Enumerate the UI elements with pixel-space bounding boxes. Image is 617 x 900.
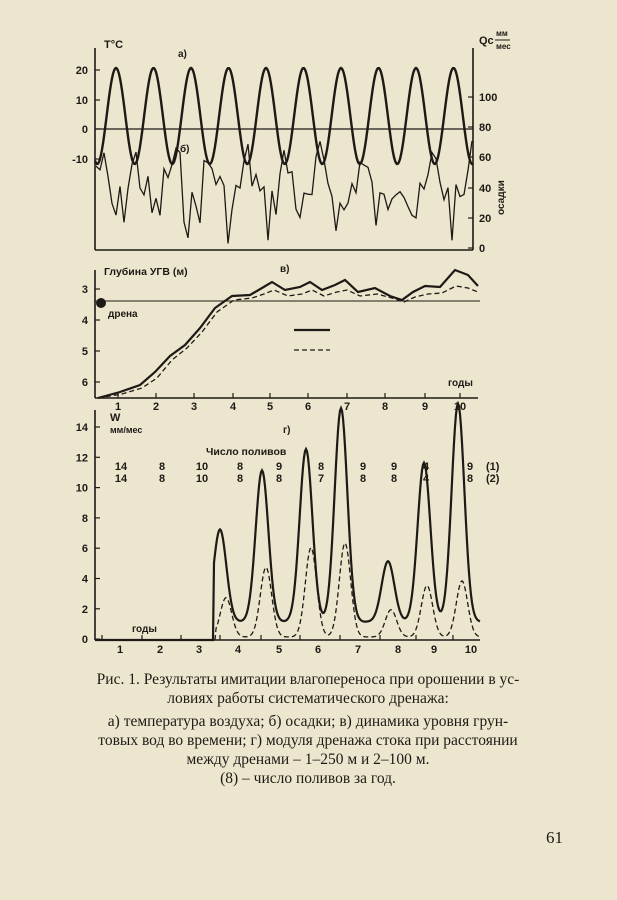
- years-label-v: годы: [448, 378, 473, 389]
- panel-drainage-modulus: [76, 404, 500, 656]
- irrigation-count-1: 8: [317, 461, 325, 473]
- modulus-tick-12: 12: [75, 452, 88, 465]
- irrigation-count-2: 8: [236, 473, 244, 485]
- modulus-tick-8: 8: [81, 512, 88, 525]
- depth-tick-4: 4: [81, 315, 88, 327]
- year-tick-2: 2: [152, 401, 160, 413]
- caption-body-line-4: (8) – число поливов за год.: [220, 770, 396, 787]
- temperature-axis-label: T°C: [104, 39, 124, 51]
- drain-label: дрена: [108, 309, 138, 320]
- precip-tick-40: 40: [479, 183, 492, 195]
- drain-icon: [96, 298, 106, 308]
- modulus-tick-6: 6: [81, 543, 88, 556]
- irrigation-count-1: 9: [466, 461, 474, 473]
- year-tick-10: 10: [464, 644, 478, 656]
- year-tick-5: 5: [266, 401, 274, 413]
- modulus-tick-2: 2: [81, 603, 88, 616]
- groundwater-curve-250m: [98, 270, 478, 398]
- panel-g-label: г): [283, 425, 291, 436]
- precip-tick-100: 100: [479, 92, 498, 104]
- irrigation-count-2: 8: [390, 473, 398, 485]
- irrigation-count-1: 9: [359, 461, 367, 473]
- depth-tick-3: 3: [81, 284, 88, 296]
- temp-tick-0: 0: [81, 124, 88, 136]
- depth-tick-5: 5: [81, 346, 88, 358]
- year-tick-1: 1: [116, 644, 124, 656]
- year-tick-9: 9: [430, 644, 438, 656]
- irrigation-count-1: 8: [158, 461, 166, 473]
- caption-title-line-2: ловиях работы систематического дренажа:: [167, 690, 449, 707]
- irrigation-count-1: 8: [236, 461, 244, 473]
- panel-temperature-precipitation: [72, 29, 511, 255]
- irrigation-count-2: 14: [114, 473, 128, 485]
- modulus-axis-unit: мм/мес: [110, 425, 143, 435]
- year-tick-8: 8: [394, 644, 402, 656]
- irrigation-count-title: Число поливов: [206, 446, 287, 458]
- caption-body-line-3: между дренами – 1–250 м и 2–100 м.: [186, 751, 430, 768]
- irrigation-count-1: 10: [195, 461, 209, 473]
- year-tick-5: 5: [275, 644, 283, 656]
- precip-axis-side-label: осадки: [496, 180, 507, 215]
- precip-tick-60: 60: [479, 152, 492, 164]
- panel-a-label: а): [178, 49, 187, 60]
- irrigation-count-2: 7: [317, 473, 325, 485]
- groundwater-curve-100m: [98, 286, 478, 398]
- temp-tick-minus10: -10: [72, 154, 88, 166]
- page-number: 61: [546, 828, 563, 847]
- year-tick-10: 10: [453, 401, 467, 413]
- irrigation-count-1: 14: [114, 461, 128, 473]
- irrigation-count-1: 9: [275, 461, 283, 473]
- irrigation-count-2: 8: [359, 473, 367, 485]
- modulus-tick-14: 14: [75, 422, 88, 434]
- figure-caption-body: [58, 712, 558, 788]
- year-tick-6: 6: [304, 401, 312, 413]
- caption-body-line-2: товых вод во времени; г) модуля дренажа стока при расстоянии: [98, 732, 518, 749]
- figure-caption-title: [58, 670, 558, 708]
- year-tick-7: 7: [354, 644, 362, 656]
- caption-title-line-1: Рис. 1. Результаты имитации влагопереноса при орошении в ус-: [96, 671, 520, 688]
- precipitation-curve: [96, 141, 472, 244]
- drainage-curve-250m: [95, 404, 480, 640]
- year-tick-4: 4: [229, 401, 237, 413]
- irrigation-count-1: 4: [422, 461, 430, 473]
- year-tick-3: 3: [190, 401, 198, 413]
- year-tick-3: 3: [195, 644, 203, 656]
- temp-tick-20: 20: [75, 65, 88, 77]
- runoff-unit-den: мес: [496, 42, 511, 51]
- irrigation-count-2: 4: [422, 473, 430, 485]
- modulus-tick-10: 10: [75, 482, 88, 495]
- panel-v-label: в): [280, 264, 290, 275]
- year-tick-8: 8: [381, 401, 389, 413]
- year-tick-4: 4: [234, 644, 242, 656]
- temp-tick-10: 10: [75, 95, 88, 107]
- year-tick-7: 7: [343, 401, 351, 413]
- years-label-g: годы: [132, 624, 157, 635]
- irrigation-count-1: 9: [390, 461, 398, 473]
- irrigation-count-2: 8: [275, 473, 283, 485]
- precip-tick-80: 80: [479, 122, 492, 134]
- year-tick-1: 1: [114, 401, 122, 413]
- modulus-tick-4: 4: [81, 573, 88, 586]
- depth-tick-6: 6: [81, 377, 88, 389]
- series-2-marker: (2): [486, 473, 500, 485]
- groundwater-axis-label: Глубина УГВ (м): [104, 266, 188, 278]
- irrigation-count-2: 8: [466, 473, 474, 485]
- modulus-axis-label: W: [110, 412, 121, 424]
- panel-groundwater-depth: [82, 264, 480, 413]
- runoff-unit-num: мм: [496, 29, 508, 38]
- temperature-curve: [95, 68, 473, 164]
- caption-body-line-1: а) температура воздуха; б) осадки; в) динамика уровня грун-: [107, 713, 509, 730]
- year-tick-9: 9: [421, 401, 429, 413]
- year-tick-6: 6: [314, 644, 322, 656]
- irrigation-count-2: 8: [158, 473, 166, 485]
- panel-b-label: б): [180, 144, 190, 155]
- precip-tick-20: 20: [479, 213, 492, 225]
- irrigation-count-2: 10: [195, 473, 209, 485]
- year-tick-2: 2: [156, 644, 164, 656]
- precip-tick-0: 0: [479, 243, 486, 255]
- series-1-marker: (1): [486, 461, 500, 473]
- modulus-tick-0: 0: [81, 634, 88, 647]
- runoff-axis-label: Qс: [479, 35, 494, 47]
